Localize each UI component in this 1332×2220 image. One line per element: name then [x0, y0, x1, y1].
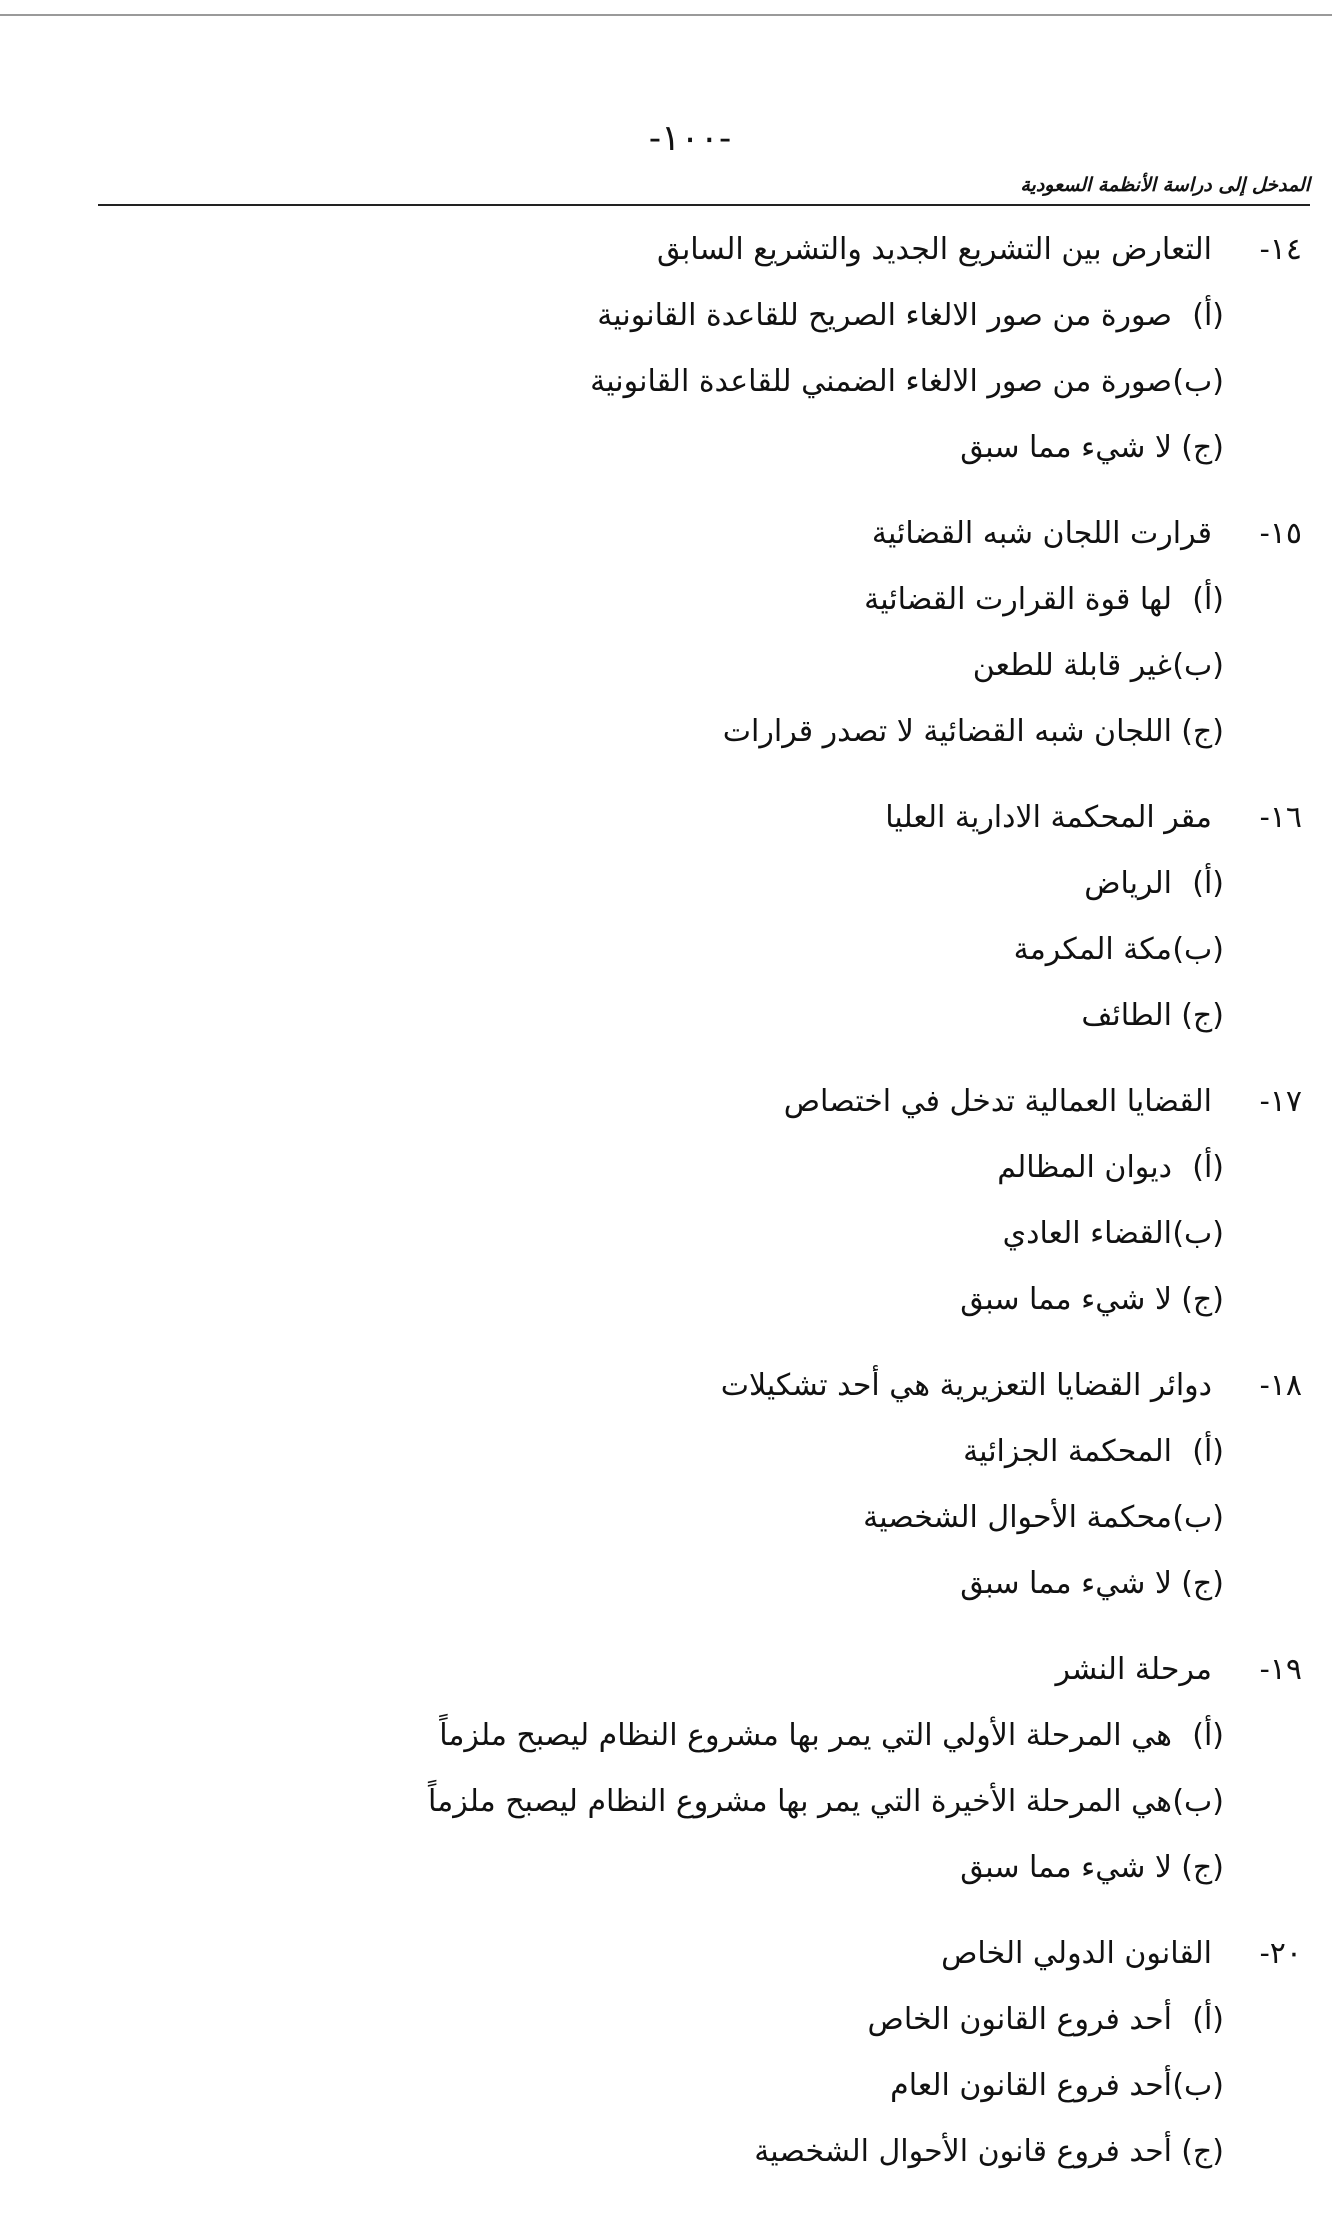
question-text: مرحلة النشر [1055, 1652, 1212, 1687]
option-text: القضاء العادي [1002, 1216, 1172, 1251]
option-letter: (أ) [1192, 866, 1224, 901]
option-letter: (ب) [1172, 932, 1224, 967]
question-number: ١٦- [1259, 800, 1302, 835]
option-b [302, 932, 1302, 998]
option-letter: (ج) [1181, 430, 1224, 465]
question-20 [302, 1936, 1302, 2200]
running-header [98, 174, 1310, 206]
option-a [302, 866, 1302, 932]
option-b [302, 1216, 1302, 1282]
page-number: -١٠٠- [648, 118, 732, 159]
option-letter: (ب) [1172, 648, 1224, 683]
option-a [302, 1434, 1302, 1500]
question-16 [302, 800, 1302, 1064]
question-number: ٢٠- [1259, 1936, 1302, 1971]
option-text: صورة من صور الالغاء الضمني للقاعدة القانونية [590, 364, 1172, 399]
question-19 [302, 1652, 1302, 1916]
option-text: صورة من صور الالغاء الصريح للقاعدة القانونية [597, 298, 1172, 333]
option-c [302, 998, 1302, 1064]
option-text: لا شيء مما سبق [960, 1566, 1172, 1601]
option-text: لها قوة القرارت القضائية [864, 582, 1172, 617]
option-text: أحد فروع القانون الخاص [867, 2002, 1172, 2037]
option-c [302, 2134, 1302, 2200]
option-b [302, 648, 1302, 714]
option-letter: (ب) [1172, 1500, 1224, 1535]
option-text: هي المرحلة الأخيرة التي يمر بها مشروع النظام ليصبح ملزماً [427, 1784, 1172, 1819]
option-letter: (ب) [1172, 1216, 1224, 1251]
question-number: ١٨- [1259, 1368, 1302, 1403]
question-text: القانون الدولي الخاص [941, 1936, 1212, 1971]
question-15 [302, 516, 1302, 780]
option-c [302, 714, 1302, 780]
option-text: أحد فروع قانون الأحوال الشخصية [754, 2134, 1172, 2169]
option-text: لا شيء مما سبق [960, 1282, 1172, 1317]
option-b [302, 1784, 1302, 1850]
option-b [302, 2068, 1302, 2134]
option-a [302, 1150, 1302, 1216]
question-17 [302, 1084, 1302, 1348]
option-text: أحد فروع القانون العام [890, 2068, 1172, 2103]
option-letter: (ج) [1181, 998, 1224, 1033]
running-header-title: المدخل إلى دراسة الأنظمة السعودية [1010, 174, 1310, 196]
option-a [302, 298, 1302, 364]
option-text: المحكمة الجزائية [963, 1434, 1172, 1469]
option-letter: (أ) [1192, 2002, 1224, 2037]
option-letter: (ج) [1181, 714, 1224, 749]
option-text: لا شيء مما سبق [960, 1850, 1172, 1885]
option-letter: (أ) [1192, 298, 1224, 333]
scan-edge-line [0, 14, 1332, 16]
option-text: ديوان المظالم [997, 1150, 1172, 1185]
question-text: مقر المحكمة الادارية العليا [885, 800, 1212, 835]
option-text: لا شيء مما سبق [960, 430, 1172, 465]
option-c [302, 1566, 1302, 1632]
option-letter: (ب) [1172, 1784, 1224, 1819]
option-letter: (ج) [1181, 2134, 1224, 2169]
option-text: الطائف [1081, 998, 1172, 1033]
question-text: دوائر القضايا التعزيرية هي أحد تشكيلات [720, 1368, 1212, 1403]
option-letter: (ج) [1181, 1566, 1224, 1601]
question-number: ١٧- [1259, 1084, 1302, 1119]
option-text: اللجان شبه القضائية لا تصدر قرارات [722, 714, 1172, 749]
option-a [302, 1718, 1302, 1784]
questions-list [302, 232, 1302, 2220]
option-a [302, 2002, 1302, 2068]
option-c [302, 430, 1302, 496]
question-text: القضايا العمالية تدخل في اختصاص [783, 1084, 1212, 1119]
question-number: ١٥- [1259, 516, 1302, 551]
option-text: الرياض [1084, 866, 1172, 901]
option-b [302, 364, 1302, 430]
option-a [302, 582, 1302, 648]
option-letter: (أ) [1192, 1718, 1224, 1753]
option-letter: (ب) [1172, 2068, 1224, 2103]
option-c [302, 1850, 1302, 1916]
option-text: هي المرحلة الأولي التي يمر بها مشروع النظام ليصبح ملزماً [439, 1718, 1172, 1753]
option-text: محكمة الأحوال الشخصية [863, 1500, 1172, 1535]
question-number: ١٩- [1259, 1652, 1302, 1687]
option-c [302, 1282, 1302, 1348]
question-number: ١٤- [1259, 232, 1302, 267]
option-letter: (أ) [1192, 1150, 1224, 1185]
option-text: غير قابلة للطعن [972, 648, 1172, 683]
option-letter: (ج) [1181, 1850, 1224, 1885]
option-letter: (أ) [1192, 582, 1224, 617]
question-text: قرارت اللجان شبه القضائية [871, 516, 1212, 551]
question-18 [302, 1368, 1302, 1632]
option-b [302, 1500, 1302, 1566]
option-text: مكة المكرمة [1013, 932, 1172, 967]
option-letter: (أ) [1192, 1434, 1224, 1469]
question-text: التعارض بين التشريع الجديد والتشريع السابق [656, 232, 1212, 267]
question-14 [302, 232, 1302, 496]
option-letter: (ب) [1172, 364, 1224, 399]
option-letter: (ج) [1181, 1282, 1224, 1317]
